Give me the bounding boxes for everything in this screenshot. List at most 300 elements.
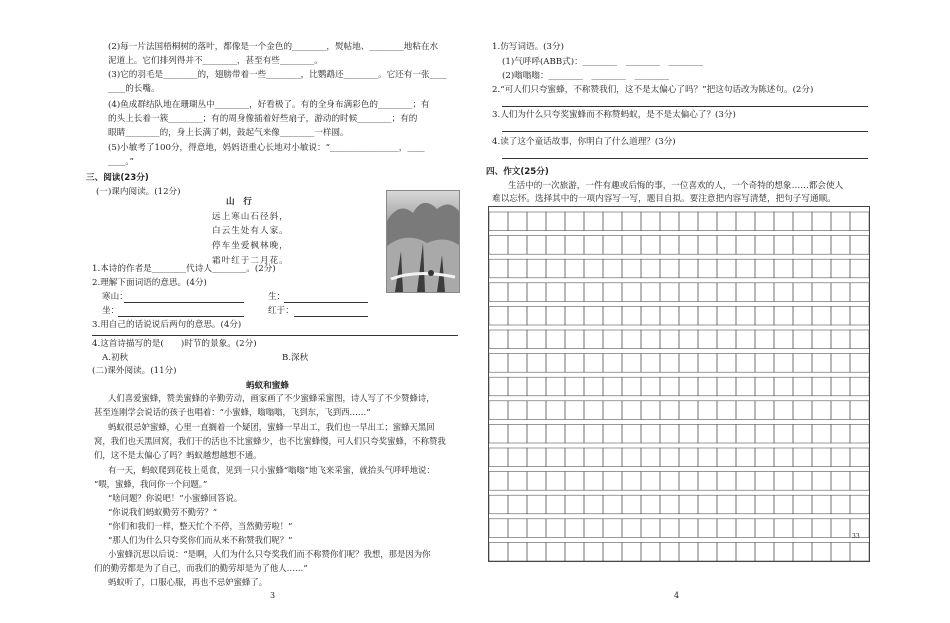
grid-cell[interactable] xyxy=(850,377,869,396)
grid-cell[interactable] xyxy=(603,401,622,420)
grid-cell[interactable] xyxy=(755,377,774,396)
grid-cell[interactable] xyxy=(812,448,831,467)
grid-cell[interactable] xyxy=(698,306,717,325)
grid-cell[interactable] xyxy=(698,236,717,255)
grid-cell[interactable] xyxy=(679,448,698,467)
answer-line[interactable] xyxy=(502,131,868,132)
grid-cell[interactable] xyxy=(641,448,660,467)
grid-cell[interactable] xyxy=(641,306,660,325)
grid-cell[interactable] xyxy=(774,519,793,538)
grid-cell[interactable] xyxy=(565,236,584,255)
grid-cell[interactable] xyxy=(527,495,546,514)
grid-cell[interactable] xyxy=(736,424,755,443)
grid-cell[interactable] xyxy=(660,448,679,467)
grid-cell[interactable] xyxy=(584,236,603,255)
grid-cell[interactable] xyxy=(508,236,527,255)
grid-cell[interactable] xyxy=(489,472,508,491)
grid-cell[interactable] xyxy=(508,377,527,396)
grid-cell[interactable] xyxy=(603,472,622,491)
essay-writing-grid[interactable] xyxy=(488,206,870,562)
grid-cell[interactable] xyxy=(527,401,546,420)
answer-line[interactable] xyxy=(502,158,868,159)
grid-cell[interactable] xyxy=(603,542,622,561)
grid-cell[interactable] xyxy=(603,330,622,349)
grid-cell[interactable] xyxy=(565,401,584,420)
grid-cell[interactable] xyxy=(698,283,717,302)
grid-cell[interactable] xyxy=(565,472,584,491)
grid-cell[interactable] xyxy=(508,330,527,349)
grid-cell[interactable] xyxy=(565,354,584,373)
grid-cell[interactable] xyxy=(793,306,812,325)
grid-cell[interactable] xyxy=(565,306,584,325)
grid-cell[interactable] xyxy=(755,236,774,255)
grid-cell[interactable] xyxy=(660,519,679,538)
grid-cell[interactable] xyxy=(793,401,812,420)
grid-cell[interactable] xyxy=(831,283,850,302)
grid-cell[interactable] xyxy=(622,330,641,349)
grid-cell[interactable] xyxy=(527,472,546,491)
grid-cell[interactable] xyxy=(812,212,831,231)
grid-cell[interactable] xyxy=(584,330,603,349)
grid-cell[interactable] xyxy=(603,448,622,467)
grid-cell[interactable] xyxy=(774,212,793,231)
grid-cell[interactable] xyxy=(679,236,698,255)
grid-cell[interactable] xyxy=(717,542,736,561)
grid-cell[interactable] xyxy=(546,377,565,396)
grid-cell[interactable] xyxy=(508,259,527,278)
grid-cell[interactable] xyxy=(812,259,831,278)
grid-cell[interactable] xyxy=(641,330,660,349)
grid-cell[interactable] xyxy=(603,377,622,396)
grid-cell[interactable] xyxy=(736,495,755,514)
grid-cell[interactable] xyxy=(527,542,546,561)
grid-cell[interactable] xyxy=(679,377,698,396)
grid-cell[interactable] xyxy=(660,330,679,349)
grid-cell[interactable] xyxy=(622,542,641,561)
grid-cell[interactable] xyxy=(717,377,736,396)
grid-cell[interactable] xyxy=(755,283,774,302)
grid-cell[interactable] xyxy=(622,401,641,420)
answer-line[interactable] xyxy=(124,302,244,303)
grid-cell[interactable] xyxy=(489,212,508,231)
grid-cell[interactable] xyxy=(755,259,774,278)
grid-cell[interactable] xyxy=(774,448,793,467)
grid-cell[interactable] xyxy=(565,259,584,278)
grid-cell[interactable] xyxy=(584,519,603,538)
grid-cell[interactable] xyxy=(679,424,698,443)
grid-cell[interactable] xyxy=(698,448,717,467)
grid-cell[interactable] xyxy=(679,212,698,231)
answer-line[interactable] xyxy=(92,335,458,336)
grid-cell[interactable] xyxy=(527,377,546,396)
grid-cell[interactable] xyxy=(641,283,660,302)
grid-cell[interactable] xyxy=(698,519,717,538)
grid-cell[interactable] xyxy=(565,424,584,443)
grid-cell[interactable] xyxy=(565,495,584,514)
grid-cell[interactable] xyxy=(546,259,565,278)
grid-cell[interactable] xyxy=(679,354,698,373)
grid-cell[interactable] xyxy=(660,472,679,491)
grid-cell[interactable] xyxy=(527,424,546,443)
grid-cell[interactable] xyxy=(527,212,546,231)
grid-cell[interactable] xyxy=(698,354,717,373)
grid-cell[interactable] xyxy=(603,519,622,538)
grid-cell[interactable] xyxy=(527,306,546,325)
grid-cell[interactable] xyxy=(812,495,831,514)
grid-cell[interactable] xyxy=(717,448,736,467)
grid-cell[interactable] xyxy=(584,542,603,561)
grid-cell[interactable] xyxy=(812,354,831,373)
grid-cell[interactable] xyxy=(717,236,736,255)
grid-cell[interactable] xyxy=(774,283,793,302)
grid-cell[interactable] xyxy=(584,448,603,467)
grid-cell[interactable] xyxy=(584,212,603,231)
grid-cell[interactable] xyxy=(508,495,527,514)
grid-cell[interactable] xyxy=(679,472,698,491)
grid-cell[interactable] xyxy=(489,354,508,373)
grid-cell[interactable] xyxy=(831,330,850,349)
grid-cell[interactable] xyxy=(622,377,641,396)
grid-cell[interactable] xyxy=(736,330,755,349)
grid-cell[interactable] xyxy=(527,519,546,538)
grid-cell[interactable] xyxy=(641,377,660,396)
grid-cell[interactable] xyxy=(793,212,812,231)
grid-cell[interactable] xyxy=(850,542,869,561)
grid-cell[interactable] xyxy=(508,472,527,491)
grid-cell[interactable] xyxy=(489,306,508,325)
grid-cell[interactable] xyxy=(717,424,736,443)
grid-cell[interactable] xyxy=(660,401,679,420)
grid-cell[interactable] xyxy=(546,542,565,561)
grid-cell[interactable] xyxy=(584,377,603,396)
grid-cell[interactable] xyxy=(831,236,850,255)
grid-cell[interactable] xyxy=(508,212,527,231)
grid-cell[interactable] xyxy=(717,259,736,278)
grid-cell[interactable] xyxy=(736,259,755,278)
grid-cell[interactable] xyxy=(793,495,812,514)
grid-cell[interactable] xyxy=(850,448,869,467)
grid-cell[interactable] xyxy=(717,519,736,538)
grid-cell[interactable] xyxy=(831,424,850,443)
grid-cell[interactable] xyxy=(679,519,698,538)
grid-cell[interactable] xyxy=(736,377,755,396)
grid-cell[interactable] xyxy=(793,259,812,278)
grid-cell[interactable] xyxy=(584,495,603,514)
grid-cell[interactable] xyxy=(565,448,584,467)
grid-cell[interactable] xyxy=(755,472,774,491)
grid-cell[interactable] xyxy=(565,330,584,349)
grid-cell[interactable] xyxy=(812,519,831,538)
grid-cell[interactable] xyxy=(812,377,831,396)
grid-cell[interactable] xyxy=(812,401,831,420)
grid-cell[interactable] xyxy=(660,306,679,325)
grid-cell[interactable] xyxy=(774,472,793,491)
grid-cell[interactable] xyxy=(641,354,660,373)
grid-cell[interactable] xyxy=(546,472,565,491)
grid-cell[interactable] xyxy=(641,519,660,538)
grid-cell[interactable] xyxy=(660,354,679,373)
grid-cell[interactable] xyxy=(565,212,584,231)
grid-cell[interactable] xyxy=(831,377,850,396)
grid-cell[interactable] xyxy=(660,377,679,396)
grid-cell[interactable] xyxy=(565,519,584,538)
grid-cell[interactable] xyxy=(736,283,755,302)
grid-cell[interactable] xyxy=(489,542,508,561)
grid-cell[interactable] xyxy=(660,212,679,231)
grid-cell[interactable] xyxy=(641,495,660,514)
grid-cell[interactable] xyxy=(850,283,869,302)
grid-cell[interactable] xyxy=(850,401,869,420)
grid-cell[interactable] xyxy=(546,283,565,302)
grid-cell[interactable] xyxy=(527,354,546,373)
grid-cell[interactable] xyxy=(489,401,508,420)
grid-cell[interactable] xyxy=(660,424,679,443)
grid-cell[interactable] xyxy=(622,448,641,467)
grid-cell[interactable] xyxy=(774,236,793,255)
grid-cell[interactable] xyxy=(489,424,508,443)
grid-cell[interactable] xyxy=(660,542,679,561)
grid-cell[interactable] xyxy=(546,212,565,231)
grid-cell[interactable] xyxy=(489,283,508,302)
grid-cell[interactable] xyxy=(546,424,565,443)
grid-cell[interactable] xyxy=(736,472,755,491)
grid-cell[interactable] xyxy=(489,236,508,255)
grid-cell[interactable] xyxy=(698,377,717,396)
grid-cell[interactable] xyxy=(774,401,793,420)
grid-cell[interactable] xyxy=(603,424,622,443)
grid-cell[interactable] xyxy=(755,212,774,231)
grid-cell[interactable] xyxy=(831,519,850,538)
grid-cell[interactable] xyxy=(584,472,603,491)
grid-cell[interactable] xyxy=(546,306,565,325)
grid-cell[interactable] xyxy=(660,283,679,302)
grid-cell[interactable] xyxy=(774,542,793,561)
grid-cell[interactable] xyxy=(546,448,565,467)
grid-cell[interactable] xyxy=(755,354,774,373)
grid-cell[interactable] xyxy=(755,542,774,561)
grid-cell[interactable] xyxy=(489,519,508,538)
grid-cell[interactable] xyxy=(489,259,508,278)
grid-cell[interactable] xyxy=(793,519,812,538)
grid-cell[interactable] xyxy=(527,259,546,278)
grid-cell[interactable] xyxy=(717,472,736,491)
grid-cell[interactable] xyxy=(489,495,508,514)
grid-cell[interactable] xyxy=(546,401,565,420)
grid-cell[interactable] xyxy=(755,495,774,514)
grid-cell[interactable] xyxy=(508,306,527,325)
grid-cell[interactable] xyxy=(622,472,641,491)
grid-cell[interactable] xyxy=(774,354,793,373)
grid-cell[interactable] xyxy=(508,448,527,467)
grid-cell[interactable] xyxy=(546,330,565,349)
grid-cell[interactable] xyxy=(717,306,736,325)
answer-line[interactable] xyxy=(294,316,368,317)
grid-cell[interactable] xyxy=(489,448,508,467)
grid-cell[interactable] xyxy=(774,495,793,514)
grid-cell[interactable] xyxy=(603,495,622,514)
grid-cell[interactable] xyxy=(679,283,698,302)
grid-cell[interactable] xyxy=(584,283,603,302)
grid-cell[interactable] xyxy=(546,495,565,514)
grid-cell[interactable] xyxy=(755,330,774,349)
grid-cell[interactable] xyxy=(622,259,641,278)
grid-cell[interactable] xyxy=(793,330,812,349)
grid-cell[interactable] xyxy=(812,236,831,255)
grid-cell[interactable] xyxy=(831,472,850,491)
grid-cell[interactable] xyxy=(508,424,527,443)
grid-cell[interactable] xyxy=(812,330,831,349)
grid-cell[interactable] xyxy=(698,259,717,278)
grid-cell[interactable] xyxy=(774,377,793,396)
grid-cell[interactable] xyxy=(831,448,850,467)
grid-cell[interactable] xyxy=(755,306,774,325)
grid-cell[interactable] xyxy=(831,354,850,373)
grid-cell[interactable] xyxy=(641,212,660,231)
grid-cell[interactable] xyxy=(812,542,831,561)
grid-cell[interactable] xyxy=(717,495,736,514)
grid-cell[interactable] xyxy=(622,519,641,538)
grid-cell[interactable] xyxy=(698,212,717,231)
grid-cell[interactable] xyxy=(622,306,641,325)
grid-cell[interactable] xyxy=(850,472,869,491)
grid-cell[interactable] xyxy=(793,448,812,467)
grid-cell[interactable] xyxy=(660,236,679,255)
grid-cell[interactable] xyxy=(641,542,660,561)
grid-cell[interactable] xyxy=(774,259,793,278)
grid-cell[interactable] xyxy=(717,401,736,420)
grid-cell[interactable] xyxy=(508,283,527,302)
grid-cell[interactable] xyxy=(850,495,869,514)
grid-cell[interactable] xyxy=(546,354,565,373)
grid-cell[interactable] xyxy=(812,472,831,491)
grid-cell[interactable] xyxy=(793,354,812,373)
grid-cell[interactable] xyxy=(793,283,812,302)
grid-cell[interactable] xyxy=(698,472,717,491)
grid-cell[interactable] xyxy=(584,401,603,420)
grid-cell[interactable] xyxy=(812,283,831,302)
grid-cell[interactable] xyxy=(736,354,755,373)
grid-cell[interactable] xyxy=(565,283,584,302)
grid-cell[interactable] xyxy=(698,401,717,420)
grid-cell[interactable] xyxy=(717,212,736,231)
grid-cell[interactable] xyxy=(736,519,755,538)
grid-cell[interactable] xyxy=(489,377,508,396)
grid-cell[interactable] xyxy=(736,448,755,467)
grid-cell[interactable] xyxy=(508,401,527,420)
grid-cell[interactable] xyxy=(679,495,698,514)
grid-cell[interactable] xyxy=(508,542,527,561)
grid-cell[interactable] xyxy=(660,259,679,278)
grid-cell[interactable] xyxy=(793,424,812,443)
grid-cell[interactable] xyxy=(603,212,622,231)
grid-cell[interactable] xyxy=(698,330,717,349)
answer-line[interactable] xyxy=(284,302,368,303)
grid-cell[interactable] xyxy=(850,212,869,231)
grid-cell[interactable] xyxy=(736,236,755,255)
grid-cell[interactable] xyxy=(565,377,584,396)
grid-cell[interactable] xyxy=(736,212,755,231)
grid-cell[interactable] xyxy=(755,448,774,467)
grid-cell[interactable] xyxy=(812,424,831,443)
grid-cell[interactable] xyxy=(603,259,622,278)
grid-cell[interactable] xyxy=(679,330,698,349)
grid-cell[interactable] xyxy=(831,542,850,561)
grid-cell[interactable] xyxy=(831,259,850,278)
grid-cell[interactable] xyxy=(584,259,603,278)
grid-cell[interactable] xyxy=(641,472,660,491)
grid-cell[interactable] xyxy=(736,542,755,561)
grid-cell[interactable] xyxy=(850,236,869,255)
grid-cell[interactable] xyxy=(679,259,698,278)
grid-cell[interactable] xyxy=(508,519,527,538)
grid-cell[interactable] xyxy=(622,424,641,443)
grid-cell[interactable] xyxy=(774,330,793,349)
grid-cell[interactable] xyxy=(831,212,850,231)
grid-cell[interactable] xyxy=(641,236,660,255)
grid-cell[interactable] xyxy=(831,306,850,325)
grid-cell[interactable] xyxy=(850,306,869,325)
grid-cell[interactable] xyxy=(622,236,641,255)
grid-cell[interactable] xyxy=(603,236,622,255)
grid-cell[interactable] xyxy=(679,401,698,420)
grid-cell[interactable] xyxy=(603,283,622,302)
grid-cell[interactable] xyxy=(793,472,812,491)
grid-cell[interactable] xyxy=(641,424,660,443)
grid-cell[interactable] xyxy=(755,519,774,538)
grid-cell[interactable] xyxy=(508,354,527,373)
grid-cell[interactable] xyxy=(527,448,546,467)
grid-cell[interactable] xyxy=(850,259,869,278)
grid-cell[interactable] xyxy=(641,259,660,278)
grid-cell[interactable] xyxy=(755,401,774,420)
grid-cell[interactable] xyxy=(641,401,660,420)
grid-cell[interactable] xyxy=(717,283,736,302)
grid-cell[interactable] xyxy=(812,306,831,325)
grid-cell[interactable] xyxy=(527,283,546,302)
grid-cell[interactable] xyxy=(546,519,565,538)
grid-cell[interactable] xyxy=(584,354,603,373)
grid-cell[interactable] xyxy=(565,542,584,561)
grid-cell[interactable] xyxy=(603,354,622,373)
grid-cell[interactable] xyxy=(622,495,641,514)
grid-cell[interactable] xyxy=(527,330,546,349)
grid-cell[interactable] xyxy=(584,306,603,325)
answer-line[interactable] xyxy=(118,316,244,317)
grid-cell[interactable] xyxy=(736,306,755,325)
grid-cell[interactable] xyxy=(679,306,698,325)
grid-cell[interactable] xyxy=(850,424,869,443)
grid-cell[interactable] xyxy=(546,236,565,255)
grid-cell[interactable] xyxy=(527,236,546,255)
grid-cell[interactable] xyxy=(755,424,774,443)
grid-cell[interactable] xyxy=(698,424,717,443)
grid-cell[interactable] xyxy=(774,424,793,443)
grid-cell[interactable] xyxy=(717,354,736,373)
grid-cell[interactable] xyxy=(831,495,850,514)
grid-cell[interactable] xyxy=(736,401,755,420)
grid-cell[interactable] xyxy=(603,306,622,325)
grid-cell[interactable] xyxy=(679,542,698,561)
grid-cell[interactable] xyxy=(793,542,812,561)
grid-cell[interactable] xyxy=(489,330,508,349)
grid-cell[interactable] xyxy=(793,377,812,396)
answer-line[interactable] xyxy=(502,106,868,107)
grid-cell[interactable] xyxy=(660,495,679,514)
grid-cell[interactable] xyxy=(622,283,641,302)
grid-cell[interactable] xyxy=(774,306,793,325)
grid-cell[interactable] xyxy=(698,495,717,514)
grid-cell[interactable] xyxy=(622,212,641,231)
